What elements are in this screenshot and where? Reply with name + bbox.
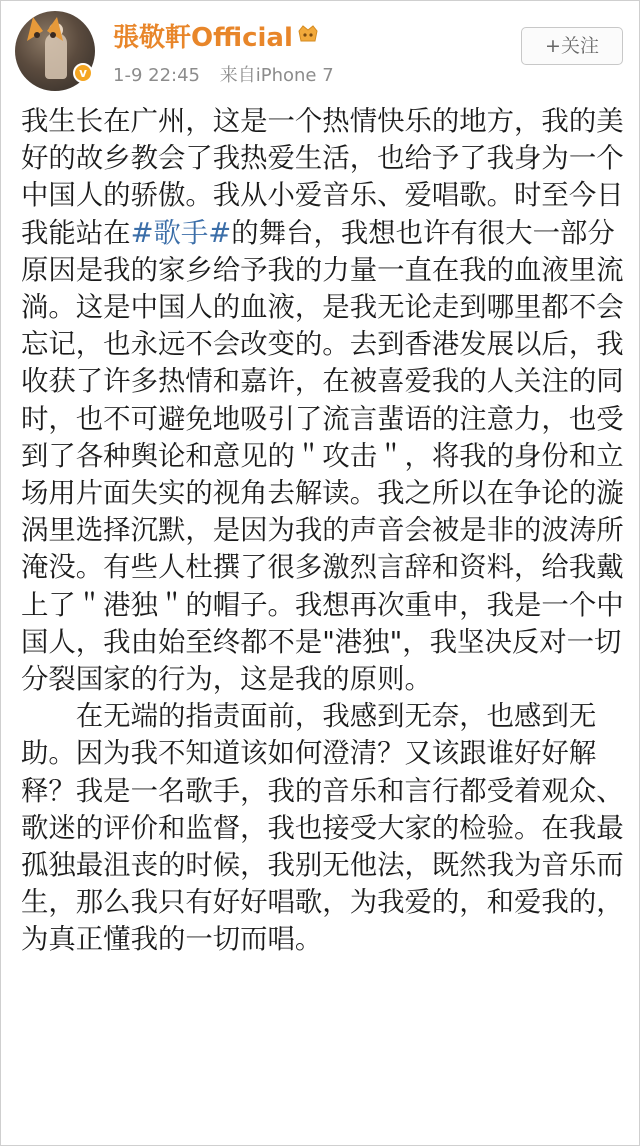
hashtag-link[interactable]: #歌手# [130, 217, 232, 249]
paragraph-1-after-tag: 的舞台，我想也许有很大一部分原因是我的家乡给予我的力量一直在我的血液里流淌。这是中国人的血液，是我无论走到哪里都不会忘记，也永远不会改变的。去到香港发展以后，我收获了许多热情和嘉许，在被喜爱我的人关注的同时，也不可避免地吸引了流言蜚语的注意力，也受到了各种舆论和意见的＂攻击＂，将我的身份和立场用片面失实的视角去解读。我之所以在争论的漩涡里选择沉默，是因为我的声音会被是非的波涛所淹没。有些人杜撰了很多激烈言辞和资料，给我戴上了＂港独＂的帽子。我想再次重申，我是一个中国人，我由始至终都不是"港独"，我坚决反对一切分裂国家的行为，这是我的原则。 [21, 217, 624, 696]
post-meta [113, 61, 348, 87]
post-header [1, 1, 640, 97]
member-badge-icon[interactable] [297, 23, 319, 45]
post-source: 来自iPhone 7 [219, 65, 334, 86]
post-body [21, 103, 625, 959]
username[interactable]: 張敬軒Official [113, 23, 293, 53]
follow-button[interactable]: +关注 [521, 27, 623, 65]
post-paragraph-2: 在无端的指责面前，我感到无奈，也感到无助。因为我不知道该如何澄清？又该跟谁好好解释？我是一名歌手，我的音乐和言行都受着观众、歌迷的评价和监督，我也接受大家的检验。在我最孤独最沮丧的时候，我别无他法，既然我为音乐而生，那么我只有好好唱歌，为我爱的，和爱我的，为真正懂我的一切而唱。 [21, 701, 624, 956]
verified-icon: v [73, 63, 93, 83]
cat-ears-icon [23, 13, 67, 43]
post-paragraph-1 [21, 103, 625, 698]
post-time[interactable]: 1-9 22:45 [113, 65, 200, 86]
paragraph-1-before-tag: 我生长在广州，这是一个热情快乐的地方，我的美好的故乡教会了我热爱生活，也给予了我身为一个中国人的骄傲。我从小爱音乐、爱唱歌。时至今日我能站在 [21, 106, 624, 249]
